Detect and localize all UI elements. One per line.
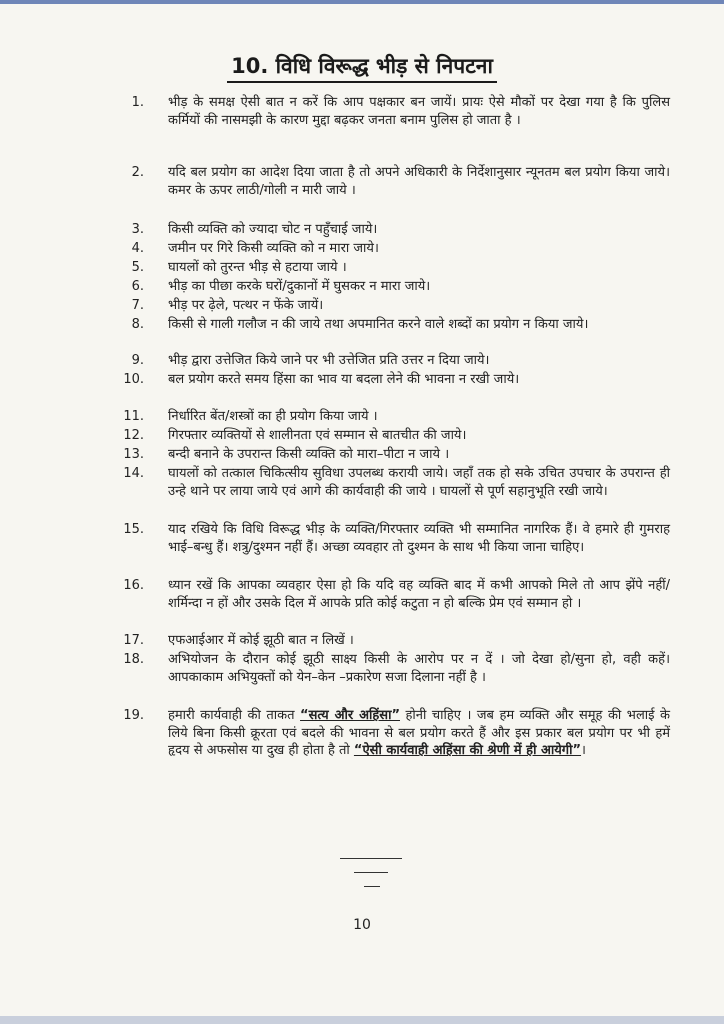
list-item xyxy=(110,632,670,651)
item-text: किसी से गाली गलौज न की जाये तथा अपमानित करने वाले शब्दों का प्रयोग न किया जाये। xyxy=(168,317,589,332)
page-title-text: 10. विधि विरूद्ध भीड़ से निपटना xyxy=(227,54,497,83)
item-text: जमीन पर गिरे किसी व्यक्ति को न मारा जाये। xyxy=(168,241,379,256)
list-item xyxy=(110,465,670,521)
guideline-list xyxy=(110,94,670,797)
item-number: 3. xyxy=(131,222,144,237)
list-item xyxy=(110,427,670,446)
list-item xyxy=(110,352,670,371)
item-text: भीड़ के समक्ष ऐसी बात न करें कि आप पक्षकार बन जायें। प्रायः ऐसे मौकों पर देखा गया है कि पुलिस कर्मियों की नासमझी के कारण मुद्दा बढ़कर जनता बनाम पुलिस हो जाता है । xyxy=(168,95,670,128)
item-number: 6. xyxy=(131,279,144,294)
list-item xyxy=(110,164,670,221)
item-text: अभियोजन के दौरान कोई झूठी साक्ष्य किसी के आरोप पर न दें । जो देखा हो/सुना हो, वही कहें। आपकाकाम अभियुक्तों को येन–केन –प्रकारेण सजा दिलाना नहीं है । xyxy=(168,652,670,685)
list-item xyxy=(110,221,670,240)
item-text xyxy=(168,707,670,760)
item-number: 5. xyxy=(131,260,144,275)
list-item-19 xyxy=(110,707,670,797)
item19-text-part1: हमारी कार्यवाही की ताकत xyxy=(168,708,301,723)
item-text: गिरफ्तार व्यक्तियों से शालीनता एवं सम्मान से बातचीत की जाये। xyxy=(168,428,467,443)
item-text: बल प्रयोग करते समय हिंसा का भाव या बदला लेने की भावना न रखी जाये। xyxy=(168,372,520,387)
item19-emphasis-conclusion: “ऐसी कार्यवाही अहिंसा की श्रेणी में ही आयेगी” xyxy=(353,743,582,758)
list-item xyxy=(110,240,670,259)
list-item xyxy=(110,259,670,278)
item-number: 15. xyxy=(123,522,144,537)
list-item xyxy=(110,278,670,297)
page-title xyxy=(0,52,724,80)
item-text: बन्दी बनाने के उपरान्त किसी व्यक्ति को मारा–पीटा न जाये । xyxy=(168,447,450,462)
item-text: भीड़ द्वारा उत्तेजित किये जाने पर भी उत्तेजित प्रति उत्तर न दिया जाये। xyxy=(168,353,490,368)
item-number: 9. xyxy=(131,353,144,368)
item-number: 7. xyxy=(131,298,144,313)
item-text: भीड़ का पीछा करके घरों/दुकानों में घुसकर न मारा जाये। xyxy=(168,279,431,294)
divider-line xyxy=(354,872,388,873)
page-number: 10 xyxy=(353,917,371,933)
scan-bottom-edge xyxy=(0,1016,724,1024)
list-item xyxy=(110,94,670,164)
item-number: 8. xyxy=(131,317,144,332)
item-number: 2. xyxy=(131,165,144,180)
item-number: 12. xyxy=(123,428,144,443)
item-text: घायलों को तुरन्त भीड़ से हटाया जाये । xyxy=(168,260,347,275)
item-number: 13. xyxy=(123,447,144,462)
item-text: निर्धारित बेंत/शस्त्रों का ही प्रयोग किया जाये । xyxy=(168,409,378,424)
item-number: 16. xyxy=(123,578,144,593)
item-number: 18. xyxy=(123,652,144,667)
divider-line xyxy=(340,858,402,859)
divider-line xyxy=(364,886,380,887)
item-number: 14. xyxy=(123,466,144,481)
item-text: यदि बल प्रयोग का आदेश दिया जाता है तो अपने अधिकारी के निर्देशानुसार न्यूनतम बल प्रयोग किया जाये। कमर के ऊपर लाठी/गोली न मारी जाये । xyxy=(168,165,670,198)
list-item xyxy=(110,651,670,707)
item-text: एफआईआर में कोई झूठी बात न लिखें । xyxy=(168,633,354,648)
item-number: 1. xyxy=(131,95,144,110)
item-text: किसी व्यक्ति को ज्यादा चोट न पहुँचाई जाये। xyxy=(168,222,378,237)
item-number: 17. xyxy=(123,633,144,648)
list-item xyxy=(110,577,670,632)
item-text: याद रखिये कि विधि विरूद्ध भीड़ के व्यक्ति/गिरफ्तार व्यक्ति भी सम्मानित नागरिक हैं। वे हमारे ही गुमराह भाई–बन्धु हैं। शत्रु/दुश्मन नहीं हैं। अच्छा व्यवहार तो दुश्मन के साथ भी किया जाना चाहिए। xyxy=(168,522,670,555)
item-number: 4. xyxy=(131,241,144,256)
item-number: 19. xyxy=(123,708,144,723)
list-item xyxy=(110,316,670,352)
list-item xyxy=(110,446,670,465)
list-item xyxy=(110,408,670,427)
item19-emphasis-truth-nonviolence: “सत्य और अहिंसा” xyxy=(300,708,400,723)
list-item xyxy=(110,521,670,577)
scan-top-edge xyxy=(0,0,724,4)
item-number: 11. xyxy=(123,409,144,424)
list-item xyxy=(110,371,670,408)
item-number: 10. xyxy=(123,372,144,387)
list-item xyxy=(110,297,670,316)
item19-text-part3: । xyxy=(581,743,586,758)
item-text: घायलों को तत्काल चिकित्सीय सुविधा उपलब्ध करायी जाये। जहाँ तक हो सके उचित उपचार के उपरान्त ही उन्हे थाने पर लाया जाये एवं आगे की कार्यवाही की जाये । घायलों से पूर्ण सहानुभूति रखी जाये। xyxy=(168,466,670,499)
item19-text-part2: होनी चाहिए । जब हम व्यक्ति और समूह की भलाई के लिये बिना किसी क्रूरता एवं बदले की भावना से बल प्रयोग करते हैं और इस प्रकार बल प्रयोग पर भी हमें हृदय से अफसोस या दुख ही होता है तो xyxy=(168,708,670,758)
item-text: भीड़ पर ढ़ेले, पत्थर न फेंके जायें। xyxy=(168,298,324,313)
item-text: ध्यान रखें कि आपका व्यवहार ऐसा हो कि यदि वह व्यक्ति बाद में कभी आपको मिले तो आप झेंपे नहीं/शर्मिन्दा न हों और उसके दिल में आपके प्रति कोई कटुता न हो बल्कि प्रेम एवं सम्मान हो । xyxy=(168,578,670,611)
